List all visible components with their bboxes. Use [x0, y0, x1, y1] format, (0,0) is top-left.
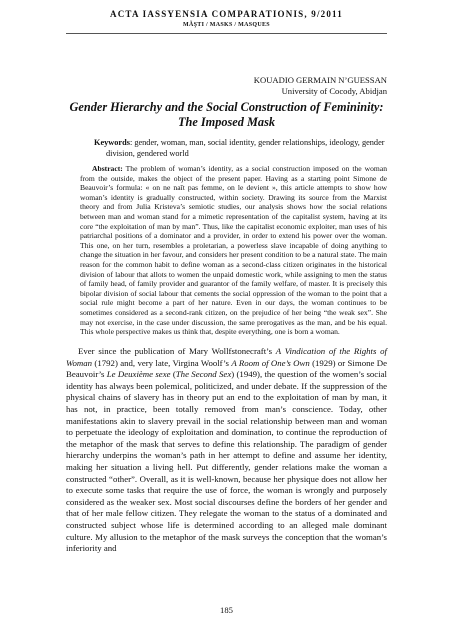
title-line-1: Gender Hierarchy and the Social Construction of Femininity:	[69, 100, 384, 114]
cited-title: A Room of One’s Own	[231, 357, 310, 368]
cited-title: Le Deuxième sexe	[106, 369, 171, 380]
article-title	[66, 100, 387, 130]
abstract-label: Abstract:	[92, 164, 123, 173]
author-affiliation: University of Cocody, Abidjan	[281, 86, 387, 96]
header-rule	[66, 33, 387, 34]
keywords	[94, 138, 387, 159]
author-name: KOUADIO GERMAIN N’GUESSAN	[253, 75, 387, 85]
body-text-segment: (1929) or Simone De Beauvoir’s	[66, 357, 387, 380]
body-paragraph	[66, 346, 387, 555]
abstract-text: The problem of woman’s identity, as a social construction imposed on the woman from the outside, makes the object of the present paper. Having as a starting point Simone de Beauvoir’s formula: « on ne naît pas femme, on le devient », this article attempts to show how woman’s identity is gradually constructed, within society. Drawing its source from the Marxist theory and from Julia Kristeva’s semiotic studies, our analysis shows how the social relations between man and woman stand for a mimetic representation of the capitalist system, having at its core “the exploitation of man by man”. Thus, like the capitalist economic exploiter, man uses of his patriarchal positions of a dominator and a provider, in order to extend his power over the woman. This one, on her turn, resembles a proletarian, a powerless slave incapable of doing anything to change the situation in her favour, and considers her present condition to be a natural state. The main reason for the common habit to define woman as a second-class citizen originates in the historical division of labour that allots to women the unpaid domestic work, while assigning to men the status of family head, of family provider and guarantor of the family welfare, of master. It is precisely this bipolar division of social labour that cements the social oppression of the woman to the point that a social rule might become a part of her nature. Even in our days, the woman continues to be sometimes considered as a second-rank citizen, on the prejudice of her being “the weak sex”. She may not exercise, in the case under discussion, the same prerogatives as the man, and be his equal. This whole perspective makes us think that, despite everything, one is born a woman.	[80, 164, 387, 337]
keywords-text: : gender, woman, man, social identity, gender relationships, ideology, gender division, gendered world	[106, 138, 385, 158]
cited-title: A Vindication of the Rights of Woman	[66, 346, 387, 368]
author-block	[254, 75, 387, 97]
body-text-segment: ) (1949), the question of the women’s social identity has always been polemical, politicized, and under debate. If the suppression of the physical chains of slavery has in theory put an end to the exploitation of man by man, it has not, in practice, been totally removed from man’s conscience. Today, other manifestations akin to slavery prevail in the social relationship between man and woman to perpetuate the ideology of exploitation and domination, to continue the reproduction of the metaphor of the mask that serves to define this relationship. The paradigm of gender hierarchy underpins the woman’s path in her attempt to define and assume her identity, making her situation a living hell. Put differently, gender relations make the woman a constructed “other”. Overall, as it is well-known, because her physique does not allow her to execute some tasks that require the use of force, the woman is wrongly and purposely considered as the weaker sex. Most social discourses define the borders of her gender and that of her male fellow citizen. They relegate the woman to the status of a dominated and constructed subject whose life is determined according to an alleged male dominant culture. My allusion to the metaphor of the mask surveys the conception that the woman’s inferiority and	[66, 369, 387, 554]
running-header-journal: ACTA IASSYENSIA COMPARATIONIS, 9/2011	[110, 9, 343, 19]
page-number: 185	[220, 605, 233, 615]
title-line-2: The Imposed Mask	[177, 115, 275, 129]
body-text-segment: (	[170, 369, 176, 380]
body-text-segment: (1792) and, very late, Virgina Woolf’s	[92, 357, 232, 368]
cited-title: The Second Sex	[175, 369, 232, 380]
keywords-label: Keywords	[94, 138, 130, 147]
running-header-subtitle: MĂŞTI / MASKS / MASQUES	[183, 22, 270, 28]
abstract	[80, 164, 387, 337]
body-text-segment: Ever since the publication of Mary Wollfstonecraft’s	[78, 346, 276, 356]
